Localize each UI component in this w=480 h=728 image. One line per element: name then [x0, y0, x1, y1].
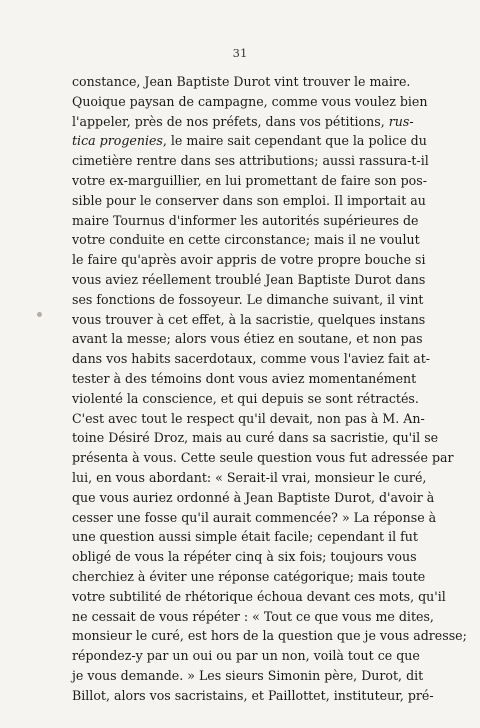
text-line: obligé de vous la répéter cinq à six fois; toujours vous	[72, 549, 417, 565]
text-line: violenté la conscience, et qui depuis se sont rétractés.	[72, 390, 419, 406]
text-line: je vous demande. » Les sieurs Simonin père, Durot, dit	[72, 667, 424, 683]
text-line: votre conduite en cette circonstance; mais il ne voulut	[72, 232, 420, 248]
text-line: C'est avec tout le respect qu'il devait, non pas à M. An-	[72, 410, 425, 426]
text-line: constance, Jean Baptiste Durot vint trouver le maire.	[72, 74, 411, 89]
text-line: que vous auriez ordonné à Jean Baptiste Durot, d'avoir à	[72, 489, 435, 505]
text-line: cimetière rentre dans ses attributions; aussi rassura-t-il	[72, 153, 429, 169]
text-line: vous aviez réellement troublé Jean Baptiste Durot dans	[72, 271, 426, 287]
text-line: Quoique paysan de campagne, comme vous voulez bien	[72, 93, 428, 109]
text-line: monsieur le curé, est hors de la question que je vous adresse;	[72, 628, 467, 644]
text-line: avant la messe; alors vous étiez en soutane, et non pas	[72, 331, 423, 347]
text-line: vous trouver à cet effet, à la sacristie, quelques instans	[72, 311, 426, 327]
italic-latin-phrase: rus-	[388, 113, 414, 129]
text-line: dans vos habits sacerdotaux, comme vous l'aviez fait at-	[72, 351, 431, 367]
text-line-with-italic: tica progenies, le maire sait cependant que la police du	[72, 133, 427, 149]
text-line: maire Tournus d'informer les autorités supérieures de	[72, 212, 419, 228]
text-line: sible pour le conserver dans son emploi. Il importait au	[72, 192, 426, 208]
margin-mark	[37, 312, 42, 317]
text-line: votre subtilité de rhétorique échoua devant ces mots, qu'il	[72, 588, 446, 604]
text-line: répondez-y par un oui ou par un non, voilà tout ce que	[72, 648, 420, 664]
text-line: lui, en vous abordant: « Serait-il vrai, monsieur le curé,	[72, 469, 427, 485]
page-number: 31	[232, 46, 248, 60]
body-text	[72, 72, 467, 706]
italic-latin-phrase: tica progenies	[72, 133, 163, 149]
text-line: ses fonctions de fossoyeur. Le dimanche suivant, il vint	[72, 291, 424, 307]
text-line: toine Désiré Droz, mais au curé dans sa sacristie, qu'il se	[72, 430, 439, 446]
text-line: Billot, alors vos sacristains, et Paillottet, instituteur, pré-	[72, 687, 434, 703]
text-line: cesser une fosse qu'il aurait commencée? » La réponse à	[72, 509, 437, 525]
text-line: ne cessait de vous répéter : « Tout ce que vous me dites,	[72, 608, 434, 624]
text-line-with-italic: l'appeler, près de nos préfets, dans vos pétitions, rus-	[72, 113, 414, 129]
text-line: une question aussi simple était facile; cependant il fut	[72, 529, 418, 545]
text-line: présenta à vous. Cette seule question vous fut adressée par	[72, 450, 454, 466]
text-line: le faire qu'après avoir appris de votre propre bouche si	[72, 252, 426, 268]
text-line: tester à des témoins dont vous aviez momentanément	[72, 370, 417, 386]
text-line: cherchiez à éviter une réponse catégorique; mais toute	[72, 568, 426, 584]
text-line: votre ex-marguillier, en lui promettant de faire son pos-	[72, 172, 427, 188]
